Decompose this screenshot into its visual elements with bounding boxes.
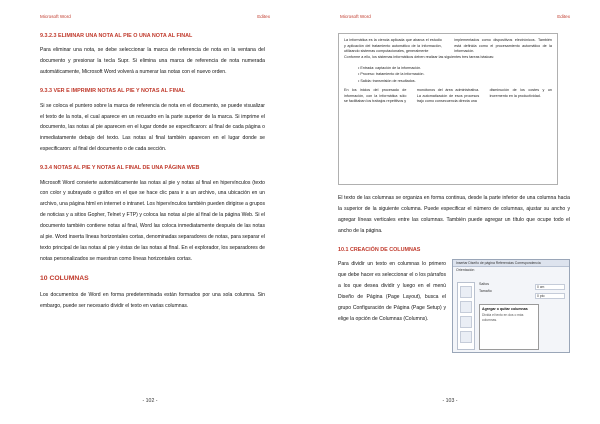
spin-field: 0 cm xyxy=(535,284,565,290)
snippet-bullet: • Entrada: captación de la información. xyxy=(358,65,552,71)
columns-option-one xyxy=(460,286,472,298)
snippet-c3: disminución de los costes y un incremento en la productividad. xyxy=(489,87,552,98)
page-number-right: - 103 - xyxy=(442,398,458,404)
snippet-col1: La informática es la ciencia aplicada que abarca el estudio y aplicación del tratamiento automático de la información, utilizando sistemas computacionales, generalmente xyxy=(344,38,442,54)
ribbon-spinners xyxy=(535,284,565,302)
paragraph-creacion-columnas: Para dividir un texto en columnas lo primero que debe hacer es seleccionar el o los párrafos a los que desea dividir y luego en el menú Diseño de Página (Page Layout), busca el grupo Configuración de Página (Page Setup) y elige la opción de Columnas (Columns). xyxy=(338,261,446,322)
left-page-content xyxy=(40,33,265,321)
paragraph-notas-pagina-web: Microsoft Word convierte automáticamente las notas al pie y notas al final en hipervínculos (texto con color y subrayado o gráfico en el que se hace clic para ir a un archivo, una ubicación en un archivo, una página html en internet o intranet. Los hipervínculos también pueden dirigirse a grupos de noticias y a sitios Gopher, Telnet y FTP) y coloca las notas al pie al final de la página Web. Si el documento también contiene notas al final, Word las coloca inmediatamente después de las notas al pie. Word inserta líneas horizontales cortas, denominadas separadores de notas, para separar el texto principal de las notas al pie y éstas de las notas al final. En el explorador, los separadores de notas personalizados se muestran como líneas horizontales cortas. xyxy=(40,179,265,262)
columns-gallery xyxy=(457,282,475,350)
column-example-snippet xyxy=(338,33,558,185)
right-page-content xyxy=(338,33,570,353)
header-right: Editex xyxy=(257,14,270,19)
snippet-bullet-list xyxy=(358,65,552,84)
snippet-three-columns xyxy=(344,88,552,105)
snippet-c2: monótonos del área administrativa. La automatización de esos procesos trajo como consecuencia directa una xyxy=(416,87,480,104)
heading-columnas: 10 COLUMNAS xyxy=(40,274,89,282)
heading-eliminar-nota: 9.3.2.3 ELIMINAR UNA NOTA AL PIE O UNA NOTA AL FINAL xyxy=(40,33,193,39)
columns-option-two xyxy=(460,301,472,313)
heading-notas-pagina-web: 9.3.4 NOTAS AL PIE Y NOTAS AL FINAL DE UNA PÁGINA WEB xyxy=(40,165,200,172)
paragraph-columnas: Los documentos de Word en forma predeterminada están formados por una sola columna. Sin embargo, puede ser necesario dividir el texto en varias columnas. xyxy=(40,291,265,309)
header-left: Microsoft Word xyxy=(40,14,71,19)
page-layout-ribbon-screenshot xyxy=(452,259,570,353)
snippet-bullet: • Proceso: tratamiento de la información. xyxy=(358,71,552,77)
heading-ver-imprimir-notas: 9.3.3 VER E IMPRIMIR NOTAS AL PIE Y NOTAS AL FINAL xyxy=(40,88,186,95)
right-page xyxy=(300,0,600,424)
ribbon-breaks: Saltos xyxy=(479,282,489,287)
spin-field: 0 pto xyxy=(535,293,565,299)
header-left: Microsoft Word xyxy=(340,14,371,19)
tooltip-title: Agregar o quitar columnas xyxy=(482,307,528,312)
snippet-line: Conforme a ello, los sistemas informáticos deben realizar las siguientes tres tareas básicas: xyxy=(344,55,495,60)
snippet-c1: En los inicios del procesado de información, con la informática sólo se facilitaban los trabajos repetitivos y xyxy=(344,87,407,104)
paragraph-eliminar-nota: Para eliminar una nota, se debe seleccionar la marca de referencia de nota en la ventana del documento y presionar la tecla Supr. Si elimina una marca de referencia de nota numerada automáticamente, Microsoft Word volverá a numerar las notas con el nuevo orden. xyxy=(40,47,265,76)
snippet-col2: implementados como dispositivos electrónicos. También está definida como el procesamiento automático de la información. xyxy=(454,38,552,54)
ribbon-size: Tamaño xyxy=(479,289,492,294)
heading-creacion-columnas: 10.1 CREACIÓN DE COLUMNAS xyxy=(338,246,421,253)
snippet-bullet: • Salida: transmisión de resultados. xyxy=(358,78,552,84)
page-number-left: - 102 - xyxy=(142,398,158,404)
ribbon-orientation: Orientación xyxy=(456,268,475,273)
columns-tooltip xyxy=(479,304,539,350)
columns-option-more xyxy=(460,331,472,343)
columns-option-three xyxy=(460,316,472,328)
header-right: Editex xyxy=(557,14,570,19)
paragraph-texto-columnas: El texto de las columnas se organiza en forma continua, desde la parte inferior de una columna hacia la superior de la siguiente columna. Puede especificar el número de columnas, ajustar su ancho y agregar líneas verticales entre las columnas. También puede agregar un título que ocupe todo el ancho de la página. xyxy=(338,195,570,234)
snippet-two-columns xyxy=(344,38,552,55)
paragraph-ver-imprimir-notas: Si se coloca el puntero sobre la marca de referencia de nota en el documento, se puede visualizar el texto de la nota, el cual aparece en un recuadro en la parte superior de la marca. Si imprime el documento, las notas al pie aparecen en el lugar donde se especificaron: al final de cada página o inmediatamente debajo del texto. Las notas al final también aparecen en el lugar donde se especificaron: al final del documento o de cada sección. xyxy=(40,102,265,153)
ribbon-tabs: Insertar Diseño de página Referencias Correspondencia xyxy=(453,260,569,267)
tooltip-text: Divida el texto en dos o más columnas. xyxy=(482,313,524,322)
creacion-columnas-section xyxy=(338,259,570,353)
